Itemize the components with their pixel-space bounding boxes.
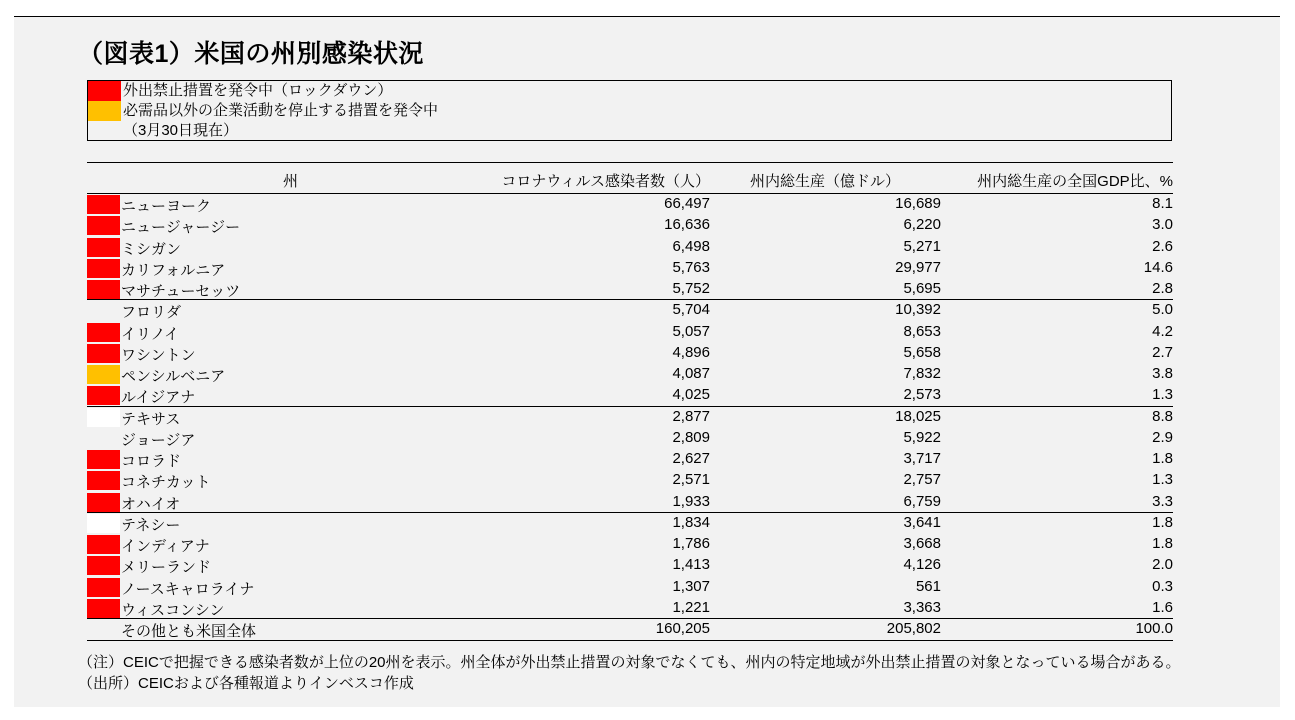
status-swatch bbox=[87, 599, 120, 618]
state-name: メリーランド bbox=[121, 559, 212, 577]
gsp-cell: 8,653 bbox=[903, 322, 941, 340]
cases-cell: 2,809 bbox=[672, 428, 710, 446]
cases-cell: 6,498 bbox=[672, 237, 710, 255]
cases-cell: 2,571 bbox=[672, 471, 710, 489]
status-swatch bbox=[87, 556, 120, 575]
ratio-cell: 2.8 bbox=[1152, 280, 1173, 297]
cases-cell: 2,877 bbox=[672, 407, 710, 425]
state-name: カリフォルニア bbox=[121, 261, 226, 279]
status-swatch bbox=[87, 323, 120, 342]
table-row bbox=[87, 215, 1173, 236]
ratio-cell: 8.8 bbox=[1152, 407, 1173, 425]
table-row bbox=[87, 300, 1173, 321]
table-row bbox=[87, 343, 1173, 364]
ratio-cell: 1.8 bbox=[1152, 535, 1173, 552]
state-name: イリノイ bbox=[121, 325, 180, 343]
status-swatch bbox=[87, 471, 120, 490]
cases-cell: 1,413 bbox=[672, 556, 710, 574]
table-row bbox=[87, 237, 1173, 258]
ratio-cell: 5.0 bbox=[1152, 301, 1173, 319]
gsp-cell: 16,689 bbox=[895, 195, 941, 212]
legend-label: 外出禁止措置を発令中（ロックダウン） bbox=[123, 82, 393, 99]
cases-cell: 5,704 bbox=[672, 301, 710, 319]
table-row bbox=[87, 492, 1173, 513]
gsp-cell: 5,658 bbox=[903, 343, 941, 361]
state-name: テキサス bbox=[121, 410, 181, 428]
table-row bbox=[87, 598, 1173, 619]
header-ratio: 州内総生産の全国GDP比、% bbox=[977, 173, 1173, 190]
state-name: ウィスコンシン bbox=[121, 601, 225, 619]
cases-cell: 1,933 bbox=[672, 492, 710, 510]
status-swatch bbox=[87, 238, 120, 257]
status-swatch bbox=[87, 408, 120, 427]
table-row bbox=[87, 428, 1173, 449]
table-row bbox=[87, 279, 1173, 300]
state-name: ワシントン bbox=[121, 346, 196, 364]
cases-cell: 1,221 bbox=[672, 598, 710, 616]
status-swatch bbox=[87, 259, 120, 278]
gsp-cell: 7,832 bbox=[903, 365, 941, 382]
gsp-cell: 2,573 bbox=[903, 386, 941, 404]
table-header bbox=[87, 162, 1173, 194]
state-name: ジョージア bbox=[121, 431, 196, 449]
legend-swatch-orange bbox=[88, 101, 121, 121]
gsp-cell: 5,271 bbox=[903, 237, 941, 255]
cases-cell: 66,497 bbox=[664, 195, 710, 212]
gsp-cell: 2,757 bbox=[903, 471, 941, 489]
state-table bbox=[87, 162, 1173, 641]
legend-label: 必需品以外の企業活動を停止する措置を発令中 bbox=[123, 102, 439, 119]
cases-cell: 5,763 bbox=[672, 258, 710, 276]
header-cases: コロナウィルス感染者数（人） bbox=[501, 173, 710, 190]
table-row bbox=[87, 194, 1173, 215]
cases-cell: 16,636 bbox=[664, 216, 710, 234]
status-swatch bbox=[87, 450, 120, 469]
gsp-cell: 3,717 bbox=[903, 450, 941, 467]
status-swatch bbox=[87, 216, 120, 235]
status-swatch bbox=[87, 195, 120, 214]
state-name: ニュージャージー bbox=[121, 219, 241, 237]
cases-cell: 4,896 bbox=[672, 343, 710, 361]
cases-cell: 1,786 bbox=[672, 535, 710, 552]
table-body bbox=[87, 194, 1173, 619]
cases-cell: 2,627 bbox=[672, 450, 710, 467]
status-swatch bbox=[87, 386, 120, 405]
ratio-cell: 3.3 bbox=[1152, 492, 1173, 510]
ratio-cell: 1.3 bbox=[1152, 386, 1173, 404]
total-label: その他とも米国全体 bbox=[121, 623, 257, 640]
legend-swatch-red bbox=[88, 81, 121, 101]
ratio-cell: 1.6 bbox=[1152, 598, 1173, 616]
status-swatch bbox=[87, 344, 120, 363]
state-name: ニューヨーク bbox=[121, 198, 212, 215]
status-swatch bbox=[87, 301, 120, 320]
ratio-cell: 4.2 bbox=[1152, 322, 1173, 340]
ratio-cell: 2.9 bbox=[1152, 428, 1173, 446]
state-name: コネチカット bbox=[121, 474, 211, 492]
gsp-cell: 4,126 bbox=[903, 556, 941, 574]
cases-cell: 5,752 bbox=[672, 280, 710, 297]
table-row bbox=[87, 449, 1173, 470]
ratio-cell: 1.8 bbox=[1152, 513, 1173, 531]
status-swatch bbox=[87, 280, 120, 299]
table-row bbox=[87, 385, 1173, 406]
state-name: ミシガン bbox=[121, 240, 182, 258]
state-name: ペンシルベニア bbox=[121, 368, 226, 385]
date-note: （3月30日現在） bbox=[123, 122, 239, 139]
gsp-cell: 29,977 bbox=[895, 258, 941, 276]
table-row bbox=[87, 258, 1173, 279]
status-swatch bbox=[87, 578, 120, 597]
gsp-cell: 5,695 bbox=[903, 280, 941, 297]
total-ratio: 100.0 bbox=[1135, 620, 1173, 637]
ratio-cell: 2.6 bbox=[1152, 237, 1173, 255]
gsp-cell: 18,025 bbox=[895, 407, 941, 425]
ratio-cell: 2.7 bbox=[1152, 343, 1173, 361]
ratio-cell: 3.0 bbox=[1152, 216, 1173, 234]
header-state: 州 bbox=[283, 173, 299, 190]
ratio-cell: 8.1 bbox=[1152, 195, 1173, 212]
table-total-row bbox=[87, 619, 1173, 641]
ratio-cell: 3.8 bbox=[1152, 365, 1173, 382]
table-row bbox=[87, 555, 1173, 576]
gsp-cell: 561 bbox=[915, 577, 941, 595]
cases-cell: 5,057 bbox=[672, 322, 710, 340]
gsp-cell: 5,922 bbox=[903, 428, 941, 446]
ratio-cell: 2.0 bbox=[1152, 556, 1173, 574]
state-name: インディアナ bbox=[121, 538, 210, 555]
page-title: （図表1）米国の州別感染状況 bbox=[78, 40, 424, 68]
ratio-cell: 1.3 bbox=[1152, 471, 1173, 489]
table-row bbox=[87, 577, 1173, 598]
total-cases: 160,205 bbox=[655, 620, 710, 637]
state-name: マサチューセッツ bbox=[121, 283, 241, 300]
state-name: フロリダ bbox=[121, 304, 182, 322]
cases-cell: 1,834 bbox=[672, 513, 710, 531]
cases-cell: 4,087 bbox=[672, 365, 710, 382]
table-row bbox=[87, 513, 1173, 534]
state-name: ルイジアナ bbox=[121, 389, 196, 407]
gsp-cell: 3,363 bbox=[903, 598, 941, 616]
state-name: コロラド bbox=[121, 453, 182, 470]
ratio-cell: 1.8 bbox=[1152, 450, 1173, 467]
gsp-cell: 3,668 bbox=[903, 535, 941, 552]
state-name: テネシー bbox=[121, 516, 181, 534]
cases-cell: 1,307 bbox=[672, 577, 710, 595]
ratio-cell: 0.3 bbox=[1152, 577, 1173, 595]
status-swatch bbox=[87, 535, 120, 554]
status-swatch bbox=[87, 429, 120, 448]
table-row bbox=[87, 322, 1173, 343]
state-name: オハイオ bbox=[121, 495, 181, 513]
gsp-cell: 10,392 bbox=[895, 301, 941, 319]
header-gsp: 州内総生産（億ドル） bbox=[749, 173, 900, 190]
ratio-cell: 14.6 bbox=[1143, 258, 1173, 276]
table-row bbox=[87, 534, 1173, 555]
table-row bbox=[87, 407, 1173, 428]
status-swatch bbox=[87, 514, 120, 533]
legend-box bbox=[87, 80, 1172, 141]
footnote: （注）CEICで把握できる感染者数が上位の20州を表示。州全体が外出禁止措置の対象でなくても、州内の特定地域が外出禁止措置の対象となっている場合がある。（出所）CEICおよび各種報道よりインベスコ作成 bbox=[78, 654, 1181, 692]
status-swatch bbox=[87, 493, 120, 512]
state-name: ノースキャロライナ bbox=[121, 580, 255, 598]
status-swatch bbox=[87, 365, 120, 384]
cases-cell: 4,025 bbox=[672, 386, 710, 404]
gsp-cell: 6,759 bbox=[903, 492, 941, 510]
gsp-cell: 6,220 bbox=[903, 216, 941, 234]
table-row bbox=[87, 364, 1173, 385]
total-gsp: 205,802 bbox=[886, 620, 941, 637]
table-row bbox=[87, 470, 1173, 491]
gsp-cell: 3,641 bbox=[903, 513, 941, 531]
